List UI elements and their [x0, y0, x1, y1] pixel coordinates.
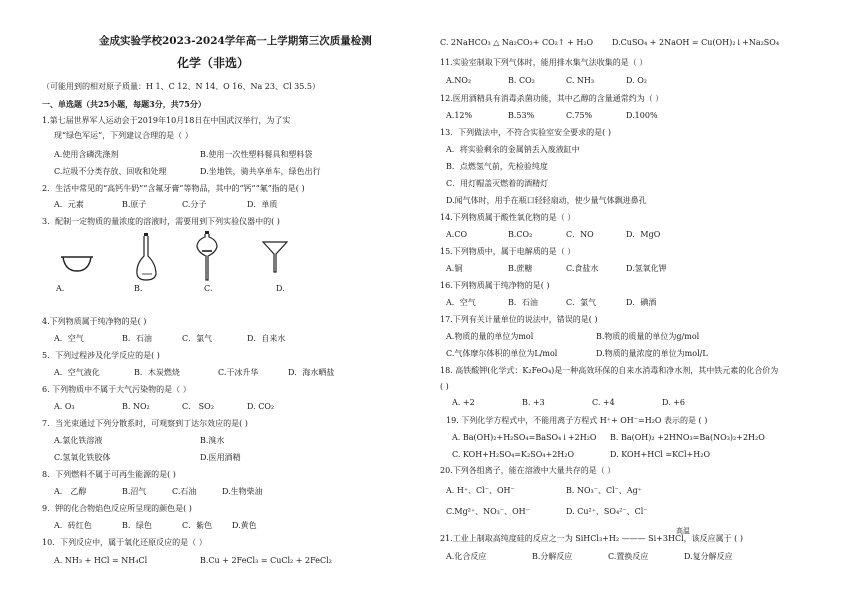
q9-option-b: B．绿色	[122, 521, 152, 530]
q9-option-d: D.黄色	[232, 521, 257, 530]
q3-option-c: C.	[204, 284, 213, 293]
q21-option-c: C.置换反应	[608, 552, 649, 561]
q18-option-a: A. +2	[452, 398, 475, 407]
question-5: 5．下列过程涉及化学反应的是( )	[42, 351, 160, 360]
q16-option-c: C．氯气	[566, 298, 597, 307]
q17-option-c: C.气体摩尔体积的单位为L/mol	[446, 349, 558, 358]
question-4: 4.下列物质属于纯净物的是( )	[42, 317, 147, 326]
question-16: 16.下列物质属于纯净物的是( )	[440, 281, 550, 290]
q19-option-b: B. Ba(OH)₂ +2HNO₃=Ba(NO₃)₂+2H₂O	[610, 433, 765, 442]
q6-option-c: C． SO₂	[182, 402, 214, 411]
question-8: 8．下列燃料不属于可再生能源的是( )	[42, 470, 176, 479]
q13-option-a: A．将实验剩余的金属钠丢入废液缸中	[446, 145, 580, 154]
question-12: 12.医用酒精具有消毒杀菌功能，其中乙醇的含量通常约为（ ）	[440, 94, 664, 103]
q5-option-d: D．海水晒盐	[288, 368, 335, 377]
question-3: 3．配制一定物质的量浓度的溶液时，需要用到下列实验仪器中的( )	[42, 217, 280, 226]
q6-option-a: A. O₃	[54, 402, 75, 411]
q19-option-a: A. Ba(OH)₂+H₂SO₄=BaSO₄↓+2H₂O	[452, 433, 597, 442]
q19-option-c: C. KOH+H₂SO₄=K₂SO₄+2H₂O	[452, 450, 575, 459]
q17-option-b: B.物质的质量的单位为g/mol	[596, 332, 700, 341]
q8-option-a: A． 乙醇	[54, 487, 87, 496]
q20-option-a: A. H⁺、Cl⁻、OH⁻	[446, 486, 515, 495]
q11-option-a: A.NO₂	[446, 76, 472, 85]
q7-option-a: A.氯化铁溶液	[54, 436, 103, 445]
q21-option-a: A.化合反应	[446, 552, 487, 561]
q12-option-b: B.53%	[508, 111, 535, 120]
q16-option-b: B．石油	[508, 298, 538, 307]
question-21: 21.工业上制取高纯度硅的反应之一为 SiHCl₃+H₂ ——— Si+3HCl，该反应属于 ( )	[440, 534, 743, 543]
q8-option-b: B.沼气	[122, 487, 147, 496]
question-18: 18. 高铁酸钾(化学式：K₂FeO₄)是一种高效环保的自来水消毒和净水剂，其中铁元素的化合价为	[440, 366, 779, 375]
exam-title: 金成实验学校2023-2024学年高一上学期第三次质量检测	[99, 35, 372, 47]
q19-option-d: D. KOH+HCl =KCl+H₂O	[610, 450, 711, 459]
reaction-condition: 高温	[676, 527, 690, 535]
q10-option-b: B.Cu + 2FeCl₃ = CuCl₂ + 2FeCl₂	[200, 556, 332, 565]
question-1-cont: 现“绿色军运”，下列建议合理的是（ ）	[54, 131, 193, 140]
evaporating-dish-image	[60, 254, 94, 274]
q8-option-d: D.生物柴油	[222, 487, 263, 496]
q3-option-d: D.	[276, 284, 285, 293]
q1-option-d: D.坐地铁，骑共享单车，绿色出行	[200, 167, 321, 176]
question-10: 10．下列反应中，属于氧化还原反应的是（ ）	[42, 538, 207, 547]
q17-option-d: D.物质的量浓度的单位为mol/L	[596, 349, 708, 358]
q11-option-c: C. NH₃	[566, 76, 595, 85]
question-19: 19. 下列化学方程式中，不能用离子方程式 H⁺+ OH⁻=H₂O 表示的是 ( )	[446, 416, 708, 425]
question-15: 15.下列物质中，属于电解质的是（ ）	[440, 247, 576, 256]
atomic-masses-note: （可能用到的相对原子质量：H 1、C 12、N 14、O 16、Na 23、Cl 35.5）	[42, 82, 320, 91]
exam-subject: 化学（非选）	[177, 56, 250, 70]
q1-option-c: C.垃圾不分类存放、回收和处理	[54, 167, 167, 176]
question-9: 9．钾的化合物焰色反应所呈现的颜色是( )	[42, 504, 192, 513]
q5-option-b: B．木炭燃烧	[134, 368, 180, 377]
q18-option-c: C. +4	[592, 398, 615, 407]
q7-option-c: C.氢氧化铁胶体	[54, 453, 111, 462]
volumetric-flask-image	[134, 232, 160, 282]
q7-option-b: B.溴水	[200, 436, 225, 445]
q14-option-c: C．NO	[566, 230, 594, 239]
q21-option-d: D.复分解反应	[684, 552, 733, 561]
funnel-image	[262, 240, 288, 274]
q7-option-d: D.医用酒精	[200, 453, 241, 462]
q12-option-c: C.75%	[566, 111, 593, 120]
q1-option-b: B.使用一次性塑料餐具和塑料袋	[200, 150, 313, 159]
q10-option-d: D.CuSO₄ + 2NaOH = Cu(OH)₂↓+Na₂SO₄	[612, 38, 780, 47]
q9-option-c: C．紫色	[182, 521, 213, 530]
q13-option-b: B．点燃氢气前，先检验纯度	[446, 162, 548, 171]
q6-option-b: B. NO₂	[122, 402, 150, 411]
q12-option-d: D.100%	[626, 111, 658, 120]
q4-option-a: A．空气	[54, 334, 84, 343]
q16-option-a: A．空气	[446, 298, 476, 307]
q18-option-b: B. +3	[522, 398, 545, 407]
q2-option-c: C.分子	[182, 200, 207, 209]
q3-option-a: A.	[56, 284, 65, 293]
q17-option-a: A.物质的量的单位为mol	[446, 332, 534, 341]
q11-option-b: B. CO₂	[508, 76, 535, 85]
q20-option-b: B. NO₃⁻、Cl⁻、Ag⁺	[566, 486, 642, 495]
q4-option-d: D．自来水	[247, 334, 286, 343]
question-7: 7．当光束通过下列分散系时，可观察到丁达尔效应的是( )	[42, 419, 248, 428]
q15-option-a: A.铜	[446, 264, 463, 273]
question-13: 13．下列做法中，不符合实验室安全要求的是( )	[440, 128, 611, 137]
question-20: 20.下列各组离子，能在溶液中大量共存的是（ ）	[440, 466, 616, 475]
q20-option-c: C.Mg²⁺、NO₃⁻、OH⁻	[446, 507, 530, 516]
q20-option-d: D. Cu²⁺、SO₄²⁻、Cl⁻	[566, 507, 648, 516]
q10-option-a: A. NH₃ + HCl = NH₄Cl	[54, 556, 148, 565]
q11-option-d: D. O₂	[626, 76, 647, 85]
q4-option-c: C．氯气	[182, 334, 213, 343]
question-18-cont: ( )	[440, 382, 449, 391]
question-2: 2．生活中常见的“高钙牛奶”“含氟牙膏”等物品，其中的“钙”“氟”指的是( )	[42, 184, 305, 193]
section-heading: 一、单选题（共25小题，每题3分，共75分）	[42, 99, 206, 109]
q5-option-c: C.干冰升华	[218, 368, 259, 377]
q3-option-b: B.	[134, 284, 143, 293]
q15-option-c: C.食盐水	[566, 264, 599, 273]
q6-option-d: D. CO₂	[247, 402, 275, 411]
q14-option-d: D．MgO	[626, 230, 661, 239]
question-14: 14.下列物质属于酸性氧化物的是（ ）	[440, 213, 576, 222]
q4-option-b: B．石油	[122, 334, 152, 343]
q2-option-d: D．单质	[247, 200, 278, 209]
q9-option-a: A．砖红色	[54, 521, 92, 530]
q10-option-c: C. 2NaHCO₃ △ Na₂CO₃+ CO₂↑ + H₂O	[440, 38, 594, 47]
q5-option-a: A．空气液化	[54, 368, 100, 377]
q8-option-c: C.石油	[172, 487, 197, 496]
q21-option-b: B.分解反应	[532, 552, 573, 561]
q12-option-a: A.12%	[446, 111, 473, 120]
question-1: 1.第七届世界军人运动会于2019年10月18日在中国武汉举行，为了实	[42, 116, 291, 125]
q16-option-d: D．碘酒	[626, 298, 657, 307]
q18-option-d: D. +6	[662, 398, 686, 407]
q14-option-a: A.CO	[446, 230, 467, 239]
question-17: 17.下列有关计量单位的说法中，错误的是( )	[440, 315, 598, 324]
q15-option-b: B.蔗糖	[508, 264, 533, 273]
q2-option-b: B.原子	[122, 200, 147, 209]
question-6: 6. 下列物质中不属于大气污染物的是（ ）	[42, 385, 191, 394]
q15-option-d: D.氢氧化钾	[626, 264, 667, 273]
question-11: 11.实验室制取下列气体时，能用排水集气法收集的是（ ）	[440, 58, 648, 67]
q2-option-a: A．元素	[54, 200, 84, 209]
separatory-funnel-image	[194, 230, 220, 282]
q13-option-d: D.闻气体时，用手在瓶口轻轻扇动，使少量气体飘进鼻孔	[446, 196, 647, 205]
q13-option-c: C．用灯帽盖灭燃着的酒精灯	[446, 179, 549, 188]
q14-option-b: B.CO₂	[508, 230, 533, 239]
q1-option-a: A.使用含磷洗涤剂	[54, 150, 119, 159]
